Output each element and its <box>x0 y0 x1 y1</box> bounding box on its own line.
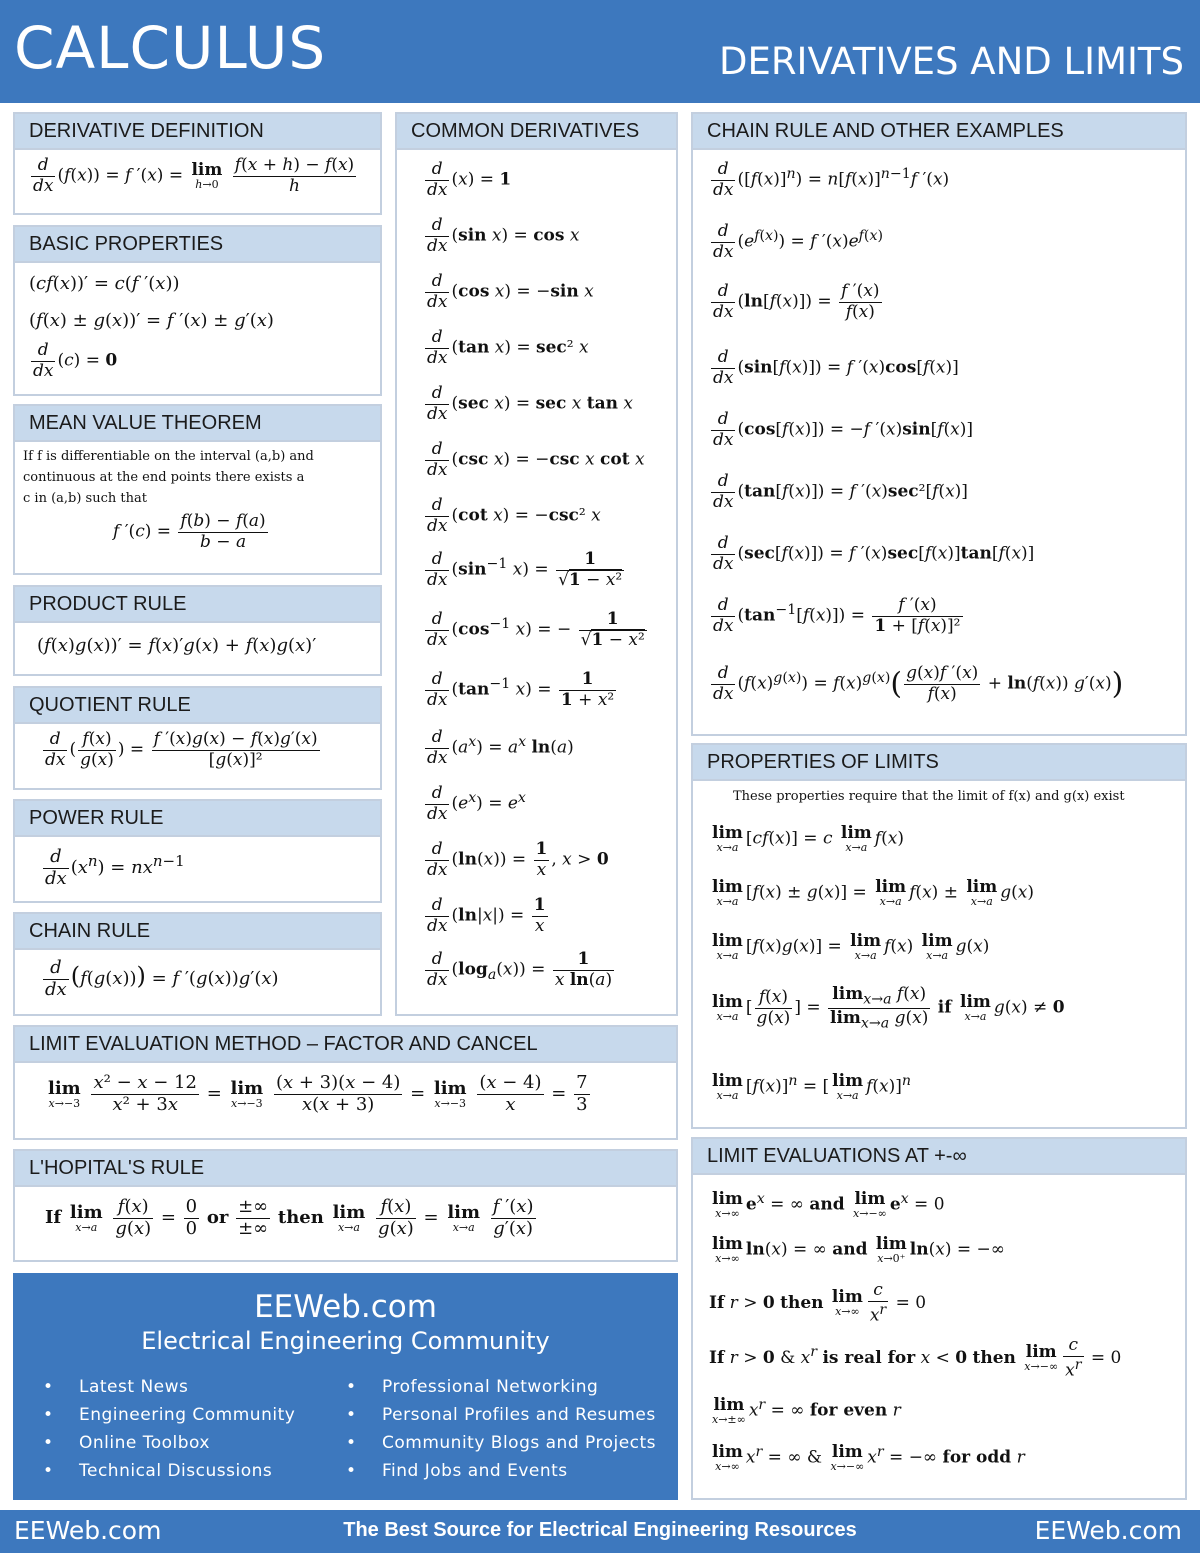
constant-derivative-formula: $\frac{d}{dx}$ (c) = 0 <box>33 340 118 381</box>
quotient-rule-box <box>13 686 382 790</box>
footer-right-link[interactable]: EEWeb.com <box>1034 1516 1182 1545</box>
power-rule-formula: $\frac{d}{dx}$ $(x^n) = nx^{n-1}$ <box>45 846 185 889</box>
footer-left-link[interactable]: EEWeb.com <box>14 1516 162 1545</box>
mvt-text-line: continuous at the end points there exists a <box>23 470 305 485</box>
product-rule-box <box>13 585 382 676</box>
mvt-text-line: c in (a,b) such that <box>23 491 147 506</box>
derivative-cot: $\frac{d}{dx}$ (cot x) = −csc² x <box>427 495 601 536</box>
properties-of-limits-box <box>691 743 1187 1129</box>
derivative-exp: $\frac{d}{dx}$ $(e^x) = e^x$ <box>427 783 526 824</box>
ad-list-right <box>346 1373 656 1485</box>
derivative-ln: $\frac{d}{dx}$ (ln(x)) = $\frac{1}{x}$ , x > 0 <box>427 839 609 880</box>
example-tan: $\frac{d}{dx}$ (tan[f(x)]) = f ′(x)sec²[f(x)] <box>713 471 968 512</box>
section-title: QUOTIENT RULE <box>15 688 380 724</box>
example-exp: $\frac{d}{dx}$ $(e^{f(x)}) = f$ $'(x)e^{f(x)}$ <box>713 221 883 262</box>
limit-constant-multiple: lim x→a [cf(x)] = c lim x→a f(x) <box>712 823 904 854</box>
mean-value-theorem-box <box>13 404 382 575</box>
example-sin: $\frac{d}{dx}$ (sin[f(x)]) = f ′(x)cos[f(x)] <box>713 347 959 388</box>
factor-cancel-formula: lim x→−3 $\frac{\text{x² − x − 12}}{\text{x² + 3x}}$ = lim x→−3 $\frac{(x + 3)(x - 4)}{x(x + 3)}$ = lim x→−3 $\frac{(x - 4)}{x}$ = $\frac{7}{3}$ <box>48 1072 588 1115</box>
limit-quotient: lim x→a [ $\frac{f(x)}{g(x)}$ ] = $\frac{\lim_{x\to a} f(x)}{\lim_{x\to a} g(x)}$ if lim x→a g(x) ≠ 0 <box>712 984 1065 1032</box>
section-title: PROPERTIES OF LIMITS <box>693 745 1185 781</box>
ad-item[interactable]: • Professional Networking <box>346 1373 656 1401</box>
derivative-a-power-x: $\frac{d}{dx}$ $(a^x) = a^x$ ln(a) <box>427 727 574 768</box>
ad-item[interactable]: • Latest News <box>43 1373 295 1401</box>
limits-at-infinity-box <box>691 1137 1187 1500</box>
derivative-definition-box <box>13 112 382 215</box>
lhopital-formula: If lim x→a $\frac{f(x)}{g(x)}$ = $\frac{0}{0}$ or $\frac{\pm\infty}{\pm\infty}$ then lim x→a $\frac{f(x)}{g(x)}$ = lim x→a $\frac{f '(x)}{g'(x)}$ <box>45 1196 534 1239</box>
chain-rule-formula: $\frac{d}{dx}$ (f(g(x))) = f ′(g(x))g′(x) <box>45 957 279 1000</box>
mvt-formula: f ′(c) = $\frac{f(b) - f(a)}{b - a}$ <box>113 511 266 552</box>
section-title: LIMIT EVALUATION METHOD – FACTOR AND CANCEL <box>15 1027 676 1063</box>
derivative-cos: $\frac{d}{dx}$ (cos x) = −sin x <box>427 271 594 312</box>
limit-exp-infinity: lim x→∞ $e^x$ = ∞ and lim x→−∞ $e^x = 0$ <box>712 1189 945 1221</box>
limit-power: lim x→a $[f(x)]^n$ = [ lim x→a f(x)]$^n$ <box>712 1071 911 1103</box>
section-title: L'HOPITAL'S RULE <box>15 1151 676 1187</box>
ad-item[interactable]: • Find Jobs and Events <box>346 1457 656 1485</box>
example-sec: $\frac{d}{dx}$ (sec[f(x)]) = f ′(x)sec[f(x)]tan[f(x)] <box>713 533 1035 574</box>
derivative-ln-abs: $\frac{d}{dx}$ (ln|x|) = $\frac{1}{x}$ <box>427 895 546 936</box>
example-f-power-g: $\frac{d}{dx}$ $(f(x)^{g(x)}) = f(x)^{g(x)}$( $\frac{g(x)f '(x)}{f(x)}$ + ln(f(x)) g′(x)) <box>713 663 1124 704</box>
ad-subtitle: Electrical Engineering Community <box>141 1327 550 1355</box>
example-ln: $\frac{d}{dx}$ (ln[f(x)]) = $\frac{f '(x)}{f(x)}$ <box>713 281 880 322</box>
example-power: $\frac{d}{dx}$ $([f(x)]^n) = n[f(x)]^{n-1}f$ ′(x) <box>713 159 950 200</box>
section-title: BASIC PROPERTIES <box>15 227 380 263</box>
section-title: CHAIN RULE AND OTHER EXAMPLES <box>693 114 1185 150</box>
limit-xr-even: lim x→±∞ $x^r$ = ∞ for even r <box>712 1395 901 1427</box>
derivative-x: $\frac{d}{dx}$ (x) = 1 <box>427 159 512 200</box>
sum-rule-formula: (f(x) ± g(x))′ = f ′(x) ± g′(x) <box>29 310 274 331</box>
common-derivatives-box <box>395 112 678 1016</box>
derivative-sin: $\frac{d}{dx}$ (sin x) = cos x <box>427 215 580 256</box>
limits-note: These properties require that the limit of f(x) and g(x) exist <box>733 789 1125 804</box>
page-title: CALCULUS <box>14 14 327 82</box>
limit-xr-odd: lim x→∞ $x^r$ = ∞ & lim x→−∞ $x^r$ = −∞ for odd r <box>712 1442 1025 1474</box>
ad-item[interactable]: • Technical Discussions <box>43 1457 295 1485</box>
limit-c-over-xr: If r > 0 then lim x→∞ $\frac{c}{x^r}$ = 0 <box>709 1280 927 1326</box>
ad-item[interactable]: • Community Blogs and Projects <box>346 1429 656 1457</box>
product-rule-formula: (f(x)g(x))′ = f(x)′g(x) + f(x)g(x)′ <box>37 635 317 656</box>
limit-evaluation-box <box>13 1025 678 1140</box>
eeweb-ad[interactable] <box>13 1273 678 1500</box>
derivative-csc: $\frac{d}{dx}$ (csc x) = −csc x cot x <box>427 439 645 480</box>
chain-rule-examples-box <box>691 112 1187 736</box>
section-title: COMMON DERIVATIVES <box>397 114 676 150</box>
page-subtitle: DERIVATIVES AND LIMITS <box>718 40 1184 83</box>
derivative-arccos: $\frac{d}{dx}$ ($\cos^{-1}$ x) = − $\frac{1}{\text{√1 − x²}}$ <box>427 609 645 650</box>
ad-title[interactable]: EEWeb.com <box>254 1289 437 1325</box>
section-title: PRODUCT RULE <box>15 587 380 623</box>
derivative-sec: $\frac{d}{dx}$ (sec x) = sec x tan x <box>427 383 633 424</box>
example-cos: $\frac{d}{dx}$ (cos[f(x)]) = −f ′(x)sin[f(x)] <box>713 409 974 450</box>
derivative-definition-formula: $\frac{d}{dx}$ (f(x)) = f ′(x) = lim h→0 $\frac{f(x + h) - f(x)}{h}$ <box>33 155 355 196</box>
section-title: LIMIT EVALUATIONS AT +-∞ <box>693 1139 1185 1175</box>
section-title: POWER RULE <box>15 801 380 837</box>
constant-multiple-formula: (cf(x))′ = c(f ′(x)) <box>29 273 180 294</box>
limit-ln-infinity: lim x→∞ ln(x) = ∞ and lim x→0⁺ ln(x) = −∞ <box>712 1234 1005 1265</box>
mvt-text-line: If f is differentiable on the interval (a,b) and <box>23 449 314 464</box>
footer-tagline: The Best Source for Electrical Engineering Resources <box>343 1519 857 1541</box>
section-title: CHAIN RULE <box>15 914 380 950</box>
ad-item[interactable]: • Personal Profiles and Resumes <box>346 1401 656 1429</box>
derivative-log-a: $\frac{d}{dx}$ $(\log_a(x))$ = $\frac{1}{\text{x ln(a)}}$ <box>427 949 613 990</box>
chain-rule-box <box>13 912 382 1016</box>
derivative-tan: $\frac{d}{dx}$ (tan x) = sec² x <box>427 327 589 368</box>
limit-product: lim x→a [f(x)g(x)] = lim x→a f(x) lim x→a g(x) <box>712 931 990 962</box>
derivative-arctan: $\frac{d}{dx}$ ($\tan^{-1}$ x) = $\frac{1}{\text{1 + x²}}$ <box>427 669 615 710</box>
limit-sum: lim x→a [f(x) ± g(x)] = lim x→a f(x) ± lim x→a g(x) <box>712 877 1035 908</box>
ad-item[interactable]: • Engineering Community <box>43 1401 295 1429</box>
ad-list-left <box>43 1373 295 1485</box>
lhopital-box <box>13 1149 678 1262</box>
ad-item[interactable]: • Online Toolbox <box>43 1429 295 1457</box>
derivative-arcsin: $\frac{d}{dx}$ ($\sin^{-1}$ x) = $\frac{1}{\text{√1 − x²}}$ <box>427 549 623 590</box>
section-title: DERIVATIVE DEFINITION <box>15 114 380 150</box>
section-title: MEAN VALUE THEOREM <box>15 406 380 442</box>
footer <box>0 1510 1200 1553</box>
quotient-rule-formula: $\frac{d}{dx}$ ( $\frac{f(x)}{g(x)}$ ) = $\frac{f '(x)g(x) - f(x)g'(x)}{\text{[g(x)]²}}$ <box>45 729 318 770</box>
basic-properties-box <box>13 225 382 396</box>
power-rule-box <box>13 799 382 903</box>
header <box>0 0 1200 103</box>
example-arctan: $\frac{d}{dx}$ $(\tan^{-1}[f(x)])$ = $\frac{f '(x)}{\text{1 + [f(x)]²}}$ <box>713 595 961 636</box>
limit-c-over-xr-neg: If r > 0 & $x^r$ is real for x < 0 then lim x→−∞ $\frac{c}{x^r}$ = 0 <box>709 1335 1122 1381</box>
